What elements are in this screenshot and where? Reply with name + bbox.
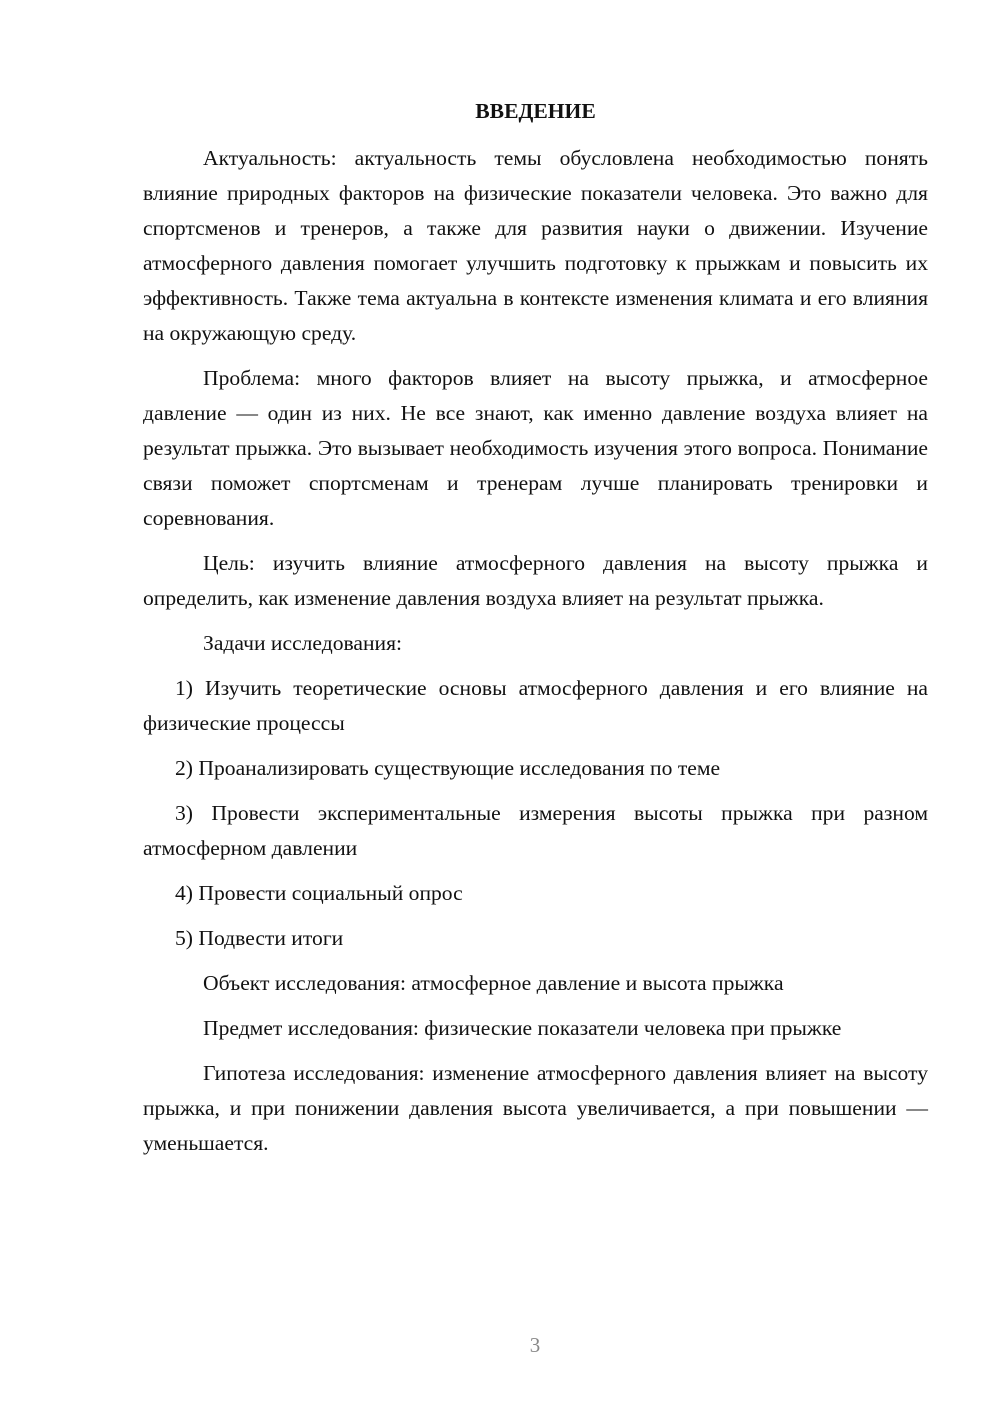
hypothesis-paragraph: Гипотеза исследования: изменение атмосферного давления влияет на высоту прыжка, и при понижении давления высота увеличивается, а при повышении — уменьшается. [143, 1061, 928, 1155]
relevance-paragraph: Актуальность: актуальность темы обусловлена необходимостью понять влияние природных факторов на физические показатели человека. Это важно для спортсменов и тренеров, а также для развития науки о движении. Изучение атмосферного давления помогает улучшить подготовку к прыжкам и повысить их эффективность. Также тема актуальна в контексте изменения климата и его влияния на окружающую среду. [143, 146, 928, 345]
goal-paragraph: Цель: изучить влияние атмосферного давления на высоту прыжка и определить, как изменение давления воздуха влияет на результат прыжка. [143, 551, 928, 610]
page-number: 3 [529, 1333, 541, 1357]
task-item: 1) Изучить теоретические основы атмосферного давления и его влияние на физические процессы [143, 676, 928, 735]
task-item: 5) Подвести итоги [175, 926, 344, 950]
document-page [143, 94, 928, 1171]
object-paragraph: Объект исследования: атмосферное давление и высота прыжка [203, 971, 784, 995]
task-item: 4) Провести социальный опрос [175, 881, 463, 905]
problem-paragraph: Проблема: много факторов влияет на высоту прыжка, и атмосферное давление — один из них. Не все знают, как именно давление воздуха влияет на результат прыжка. Это вызывает необходимость изучения этого вопроса. Понимание связи поможет спортсменам и тренерам лучше планировать тренировки и соревнования. [143, 366, 928, 530]
task-item: 3) Провести экспериментальные измерения высоты прыжка при разном атмосферном давлении [143, 801, 928, 860]
section-heading: ВВЕДЕНИЕ [475, 99, 596, 123]
subject-paragraph: Предмет исследования: физические показатели человека при прыжке [203, 1016, 842, 1040]
task-item: 2) Проанализировать существующие исследования по теме [175, 756, 721, 780]
tasks-title: Задачи исследования: [203, 631, 403, 655]
